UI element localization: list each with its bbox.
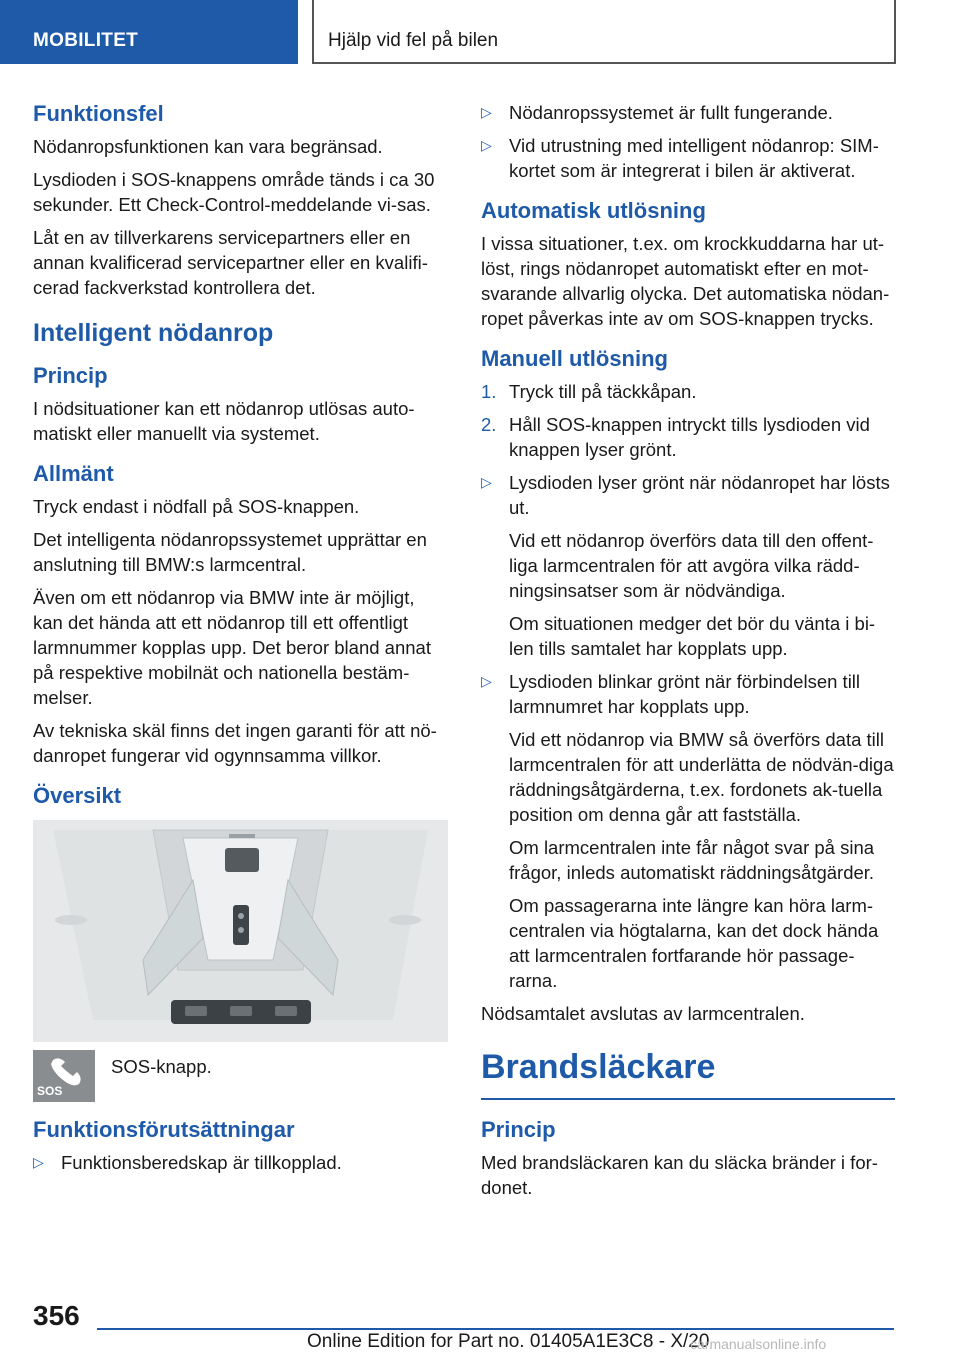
step-text: Tryck till på täckkåpan. — [509, 381, 697, 402]
list-item-text: Funktionsberedskap är tillkopplad. — [61, 1152, 342, 1173]
right-column — [481, 100, 895, 1208]
intelligent-heading: Intelligent nödanrop — [33, 319, 274, 347]
allmant-p3: Även om ett nödanrop via BMW inte är möjligt, kan det hända att ett nödanrop till ett offentligt larmnummer kopplas upp. Det beror bland annat på respektive mobilnät och nationella bestäm-melser. — [33, 587, 431, 708]
forutsattningar-heading: Funktionsförutsättningar — [33, 1117, 295, 1142]
step-item — [481, 412, 895, 462]
princip-heading: Princip — [33, 363, 108, 388]
list-item — [481, 669, 895, 993]
section-tab — [0, 0, 298, 64]
manual-steps — [481, 379, 895, 462]
manual-notes — [481, 470, 895, 993]
note-text: Vid ett nödanrop via BMW så överförs data till larmcentralen för att underlätta de nödvän-diga räddningsåtgärderna, t.ex. fordonets ak-tuella position om denna går att fastställa. — [509, 729, 894, 825]
triangle-bullet-icon: ▷ — [481, 137, 492, 153]
allmant-heading: Allmänt — [33, 461, 114, 486]
note-text: Lysdioden blinkar grönt när förbindelsen till larmnumret har kopplats upp. — [509, 671, 861, 717]
step-number: 2. — [481, 414, 497, 435]
brand-princip-heading: Princip — [481, 1117, 556, 1142]
note-text: Lysdioden lyser grönt när nödanropet har lösts ut. — [509, 472, 890, 518]
princip-paragraph: I nödsituationer kan ett nödanrop utlösas auto-matiskt eller manuellt via systemet. — [33, 398, 415, 444]
triangle-bullet-icon: ▷ — [33, 1154, 44, 1170]
figure-caption: SOS-knapp. — [111, 1056, 212, 1077]
triangle-bullet-icon: ▷ — [481, 104, 492, 120]
oversikt-heading: Översikt — [33, 783, 122, 808]
sos-button-icon — [33, 1050, 95, 1102]
triangle-bullet-icon: ▷ — [481, 474, 492, 490]
watermark: carmanualsonline.info — [690, 1336, 827, 1352]
triangle-bullet-icon: ▷ — [481, 673, 492, 689]
brandslackare-heading: Brandsläckare — [481, 1048, 716, 1086]
page-number: 356 — [33, 1300, 80, 1331]
end-paragraph: Nödsamtalet avslutas av larmcentralen. — [481, 1003, 805, 1024]
funktionsfel-p2: Lysdioden i SOS-knappens område tänds i ca 30 sekunder. Ett Check-Control-meddelande vi-sas. — [33, 169, 435, 215]
left-column — [33, 100, 448, 1183]
section-label: MOBILITET — [33, 30, 139, 51]
figure-caption-row — [33, 1054, 448, 1102]
note-text: Vid ett nödanrop överförs data till den offent-liga larmcentralen för att avgöra vilka rädd-ningsinsatser som är nödvändiga. — [509, 530, 874, 601]
list-item — [481, 133, 895, 183]
forutsattningar-list-continued — [481, 100, 895, 183]
list-item — [33, 1150, 448, 1175]
allmant-p1: Tryck endast i nödfall på SOS-knappen. — [33, 496, 360, 517]
roof-console-image — [33, 820, 448, 1042]
funktionsfel-p3: Låt en av tillverkarens servicepartners eller en annan kvalificerad servicepartner eller en kvalifi-cerad fackverkstad kontrollera det. — [33, 227, 428, 298]
auto-heading: Automatisk utlösning — [481, 198, 706, 223]
heading-divider — [481, 1098, 895, 1100]
allmant-p2: Det intelligenta nödanropssystemet upprättar en anslutning till BMW:s larmcentral. — [33, 529, 427, 575]
step-text: Håll SOS-knappen intryckt tills lysdioden vid knappen lyser grönt. — [509, 414, 870, 460]
list-item — [481, 100, 895, 125]
chapter-label: Hjälp vid fel på bilen — [328, 30, 499, 51]
allmant-p4: Av tekniska skäl finns det ingen garanti för att nö-danropet fungerar vid ogynnsamma villkor. — [33, 720, 437, 766]
brand-princip-paragraph: Med brandsläckaren kan du släcka bränder i for-donet. — [481, 1152, 878, 1198]
step-item — [481, 379, 895, 404]
note-text: Om situationen medger det bör du vänta i bi-len tills samtalet har kopplats upp. — [509, 613, 876, 659]
note-text: Om passagerarna inte längre kan höra larm-centralen via högtalarna, kan det dock hända att larmcentralen fortfarande hör passage-rarna. — [509, 895, 879, 991]
step-number: 1. — [481, 381, 497, 402]
roof-console-illustration — [33, 820, 448, 1042]
sos-icon-label: SOS — [37, 1084, 63, 1098]
list-item-text: Vid utrustning med intelligent nödanrop: SIM-kortet som är integrerat i bilen är aktiverat. — [509, 135, 879, 181]
chapter-header — [312, 0, 896, 64]
list-item-text: Nödanropssystemet är fullt fungerande. — [509, 102, 833, 123]
edition-text: Online Edition for Part no. 01405A1E3C8 - X/20 — [307, 1331, 710, 1352]
list-item — [481, 470, 895, 661]
footer-divider — [97, 1328, 894, 1330]
note-text: Om larmcentralen inte får något svar på sina frågor, inleds automatiskt räddningsåtgärder. — [509, 837, 875, 883]
manual-heading: Manuell utlösning — [481, 346, 668, 371]
auto-paragraph: I vissa situationer, t.ex. om krockkuddarna har ut-löst, rings nödanropet automatiskt efter en mot-svarande allvarlig olycka. Det automatiska nödan-ropet påverkas inte av om SOS-knappen trycks. — [481, 233, 890, 329]
funktionsfel-p1: Nödanropsfunktionen kan vara begränsad. — [33, 136, 383, 157]
funktionsfel-heading: Funktionsfel — [33, 101, 164, 126]
forutsattningar-list — [33, 1150, 448, 1175]
